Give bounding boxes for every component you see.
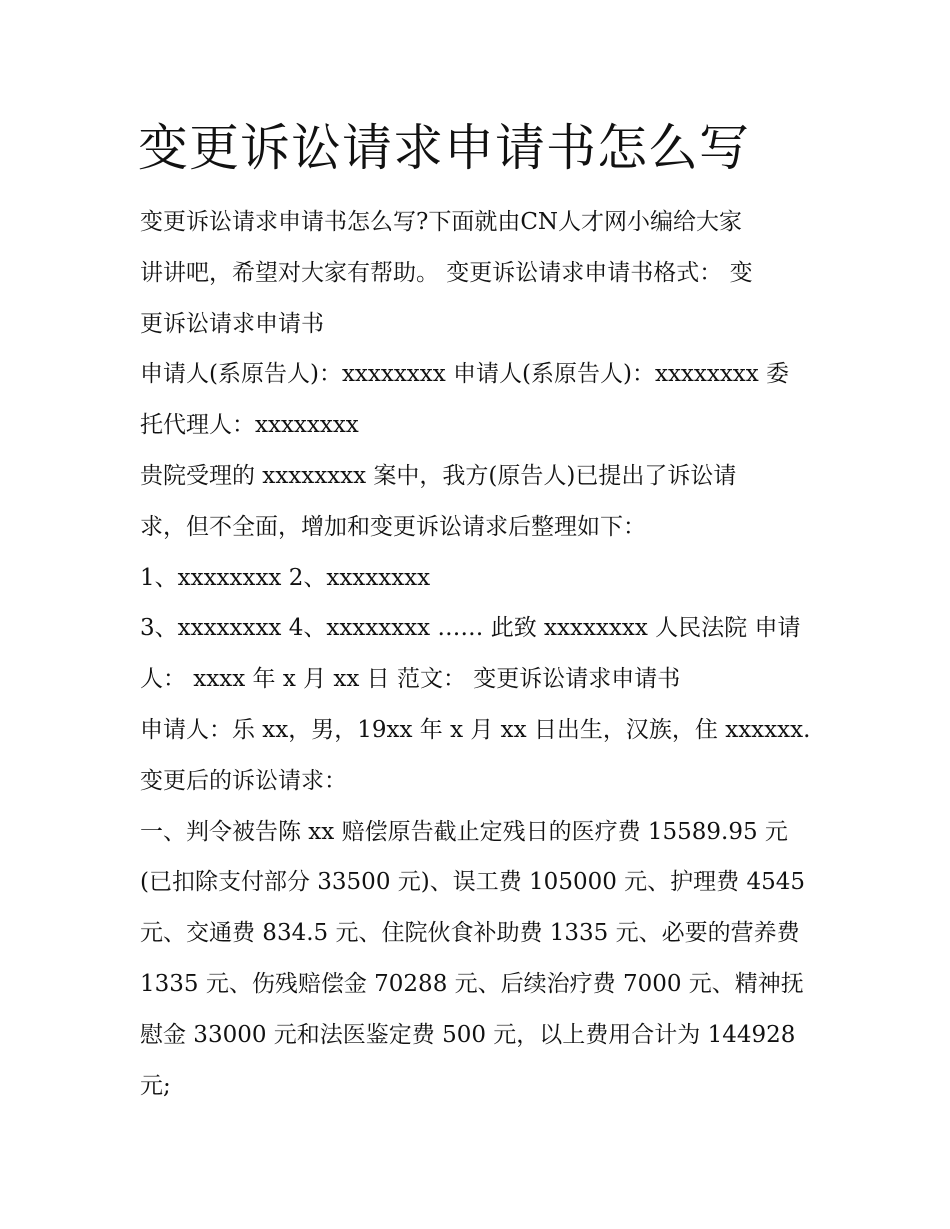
document-body <box>140 197 820 1111</box>
text-line: (已扣除支付部分 33500 元)、误工费 105000 元、护理费 4545 <box>140 869 806 896</box>
text-line: 贵院受理的 xxxxxxxx 案中，我方(原告人)已提出了诉讼请 <box>140 462 737 489</box>
text-line: 申请人：乐 xx，男，19xx 年 x 月 xx 日出生，汉族，住 xxxxxx. <box>140 716 811 743</box>
text-line: 变更诉讼请求申请书怎么写?下面就由CN人才网小编给大家 <box>140 209 743 235</box>
text-line: 元、交通费 834.5 元、住院伙食补助费 1335 元、必要的营养费 <box>140 920 800 947</box>
text-line: 1、xxxxxxxx 2、xxxxxxxx <box>140 564 431 591</box>
text-line: 求，但不全面，增加和变更诉讼请求后整理如下： <box>140 513 646 540</box>
text-line: 托代理人：xxxxxxxx <box>140 412 359 439</box>
text-line: 3、xxxxxxxx 4、xxxxxxxx …… 此致 xxxxxxxx 人民法院 申请 <box>140 615 801 642</box>
text-line: 人： xxxx 年 x 月 xx 日 范文： 变更诉讼请求申请书 <box>140 666 681 693</box>
text-line: 讲讲吧，希望对大家有帮助。 变更诉讼请求申请书格式： 变 <box>140 259 753 286</box>
text-line: 慰金 33000 元和法医鉴定费 500 元，以上费用合计为 144928 <box>140 1021 796 1048</box>
text-line: 更诉讼请求申请书 <box>140 310 324 337</box>
document-title: 变更诉讼请求申请书怎么写 <box>138 119 750 177</box>
text-line: 元; <box>140 1072 171 1099</box>
text-line: 一、判令被告陈 xx 赔偿原告截止定残日的医疗费 15589.95 元 <box>140 818 788 845</box>
text-line: 1335 元、伤残赔偿金 70288 元、后续治疗费 7000 元、精神抚 <box>140 970 804 997</box>
text-line: 变更后的诉讼请求： <box>140 767 347 794</box>
text-line: 申请人(系原告人)：xxxxxxxx 申请人(系原告人)：xxxxxxxx 委 <box>140 361 790 388</box>
